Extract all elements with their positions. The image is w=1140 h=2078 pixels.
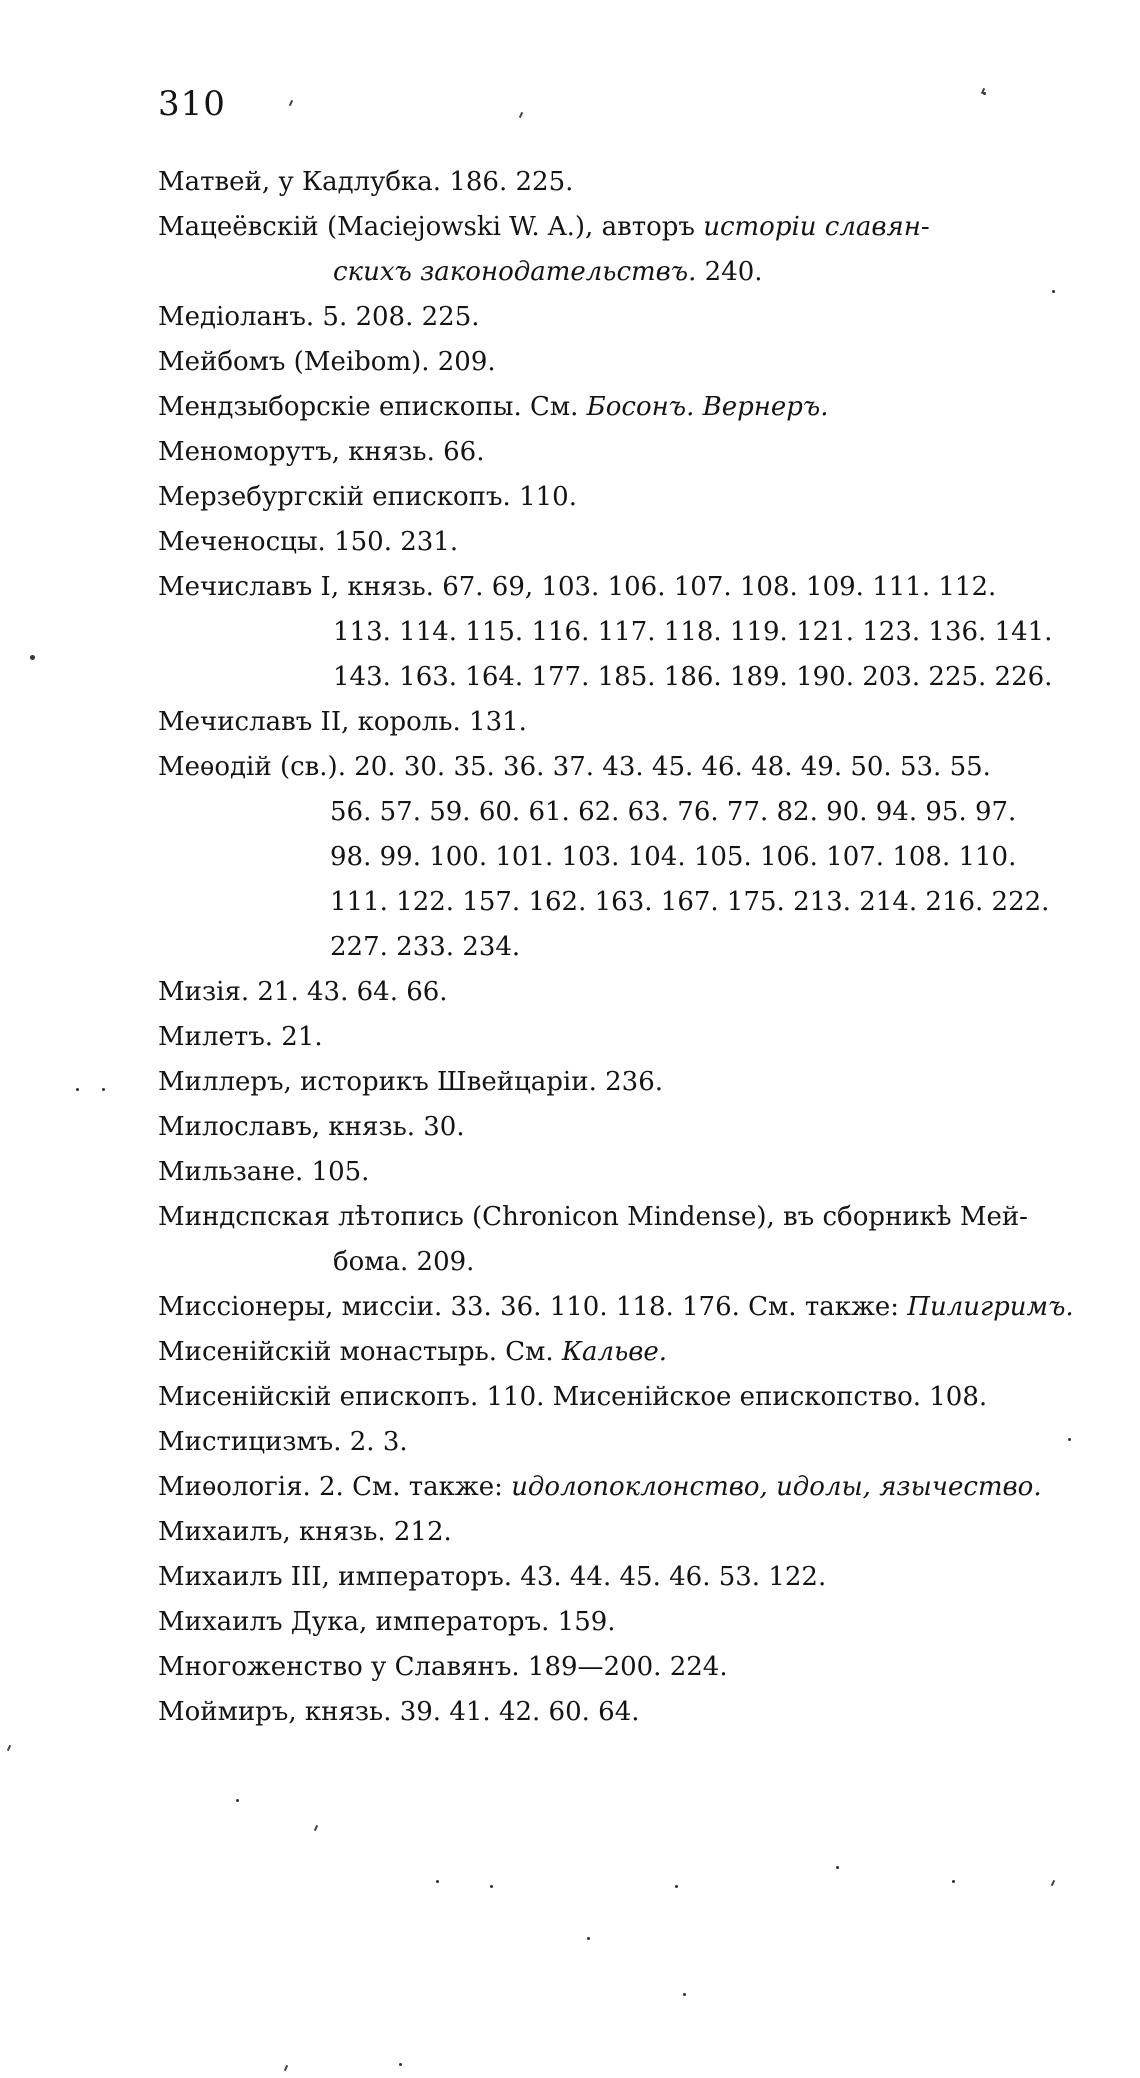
- index-entry-methodius-continuation: 111. 122. 157. 162. 163. 167. 175. 213. 214. 216. 222.: [330, 887, 1050, 917]
- entry-italic-reference: скихъ законодательствъ.: [333, 257, 697, 287]
- entry-italic-reference: Кальве.: [561, 1337, 668, 1367]
- entry-italic-reference: исторіи славян-: [703, 212, 930, 242]
- scan-mark: [7, 1745, 11, 1751]
- scan-mark: [1051, 1880, 1055, 1886]
- index-entry-matseyevsky-continuation: [158, 250, 1068, 295]
- index-entry-mieszko1-continuation: 113. 114. 115. 116. 117. 118. 119. 121. 123. 136. 141.: [333, 617, 1053, 647]
- scan-speck: [952, 1880, 955, 1883]
- index-entry-mendzybor: [158, 385, 1068, 430]
- scan-speck: [30, 655, 35, 660]
- scan-mark: [284, 2065, 288, 2071]
- scan-speck: [76, 1088, 79, 1091]
- index-entry-methodius-continuation: 98. 99. 100. 101. 103. 104. 105. 106. 107. 108. 110.: [330, 842, 1017, 872]
- index-entry-moimir: Моймиръ, князь. 39. 41. 42. 60. 64.: [158, 1697, 640, 1727]
- index-entry-mythology: [158, 1465, 1068, 1510]
- scan-mark: [289, 100, 293, 106]
- index-entry-matseyevsky: [158, 205, 1068, 250]
- index-entry-mediolan: Медіоланъ. 5. 208. 225.: [158, 302, 480, 332]
- entry-italic-reference: идолопоклонство, идолы, язычество.: [511, 1472, 1042, 1502]
- index-entry-mikhail-duka: Михаилъ Дука, императоръ. 159.: [158, 1607, 616, 1637]
- index-entry-meissen-bishop: Мисенійскій епископъ. 110. Мисенійское епископство. 108.: [158, 1382, 988, 1412]
- scan-speck: [102, 1088, 105, 1091]
- index-entry-miller: Миллеръ, историкъ Швейцаріи. 236.: [158, 1067, 663, 1097]
- index-entry-mikhail: Михаилъ, князь. 212.: [158, 1517, 452, 1547]
- scan-speck: [683, 1993, 686, 1996]
- index-entry-miloslav: Милославъ, князь. 30.: [158, 1112, 465, 1142]
- index-entry-mieszko2: Мечиславъ II, король. 131.: [158, 707, 527, 737]
- entry-text: 240.: [696, 257, 763, 287]
- entry-text: Миссіонеры, миссіи. 33. 36. 110. 118. 176. См. также:: [158, 1292, 908, 1322]
- scan-speck: [490, 1885, 493, 1888]
- scan-mark: [314, 1825, 318, 1831]
- scan-speck: [836, 1866, 839, 1869]
- scan-speck: [236, 1799, 239, 1802]
- index-entry-matvey: Матвей, у Кадлубка. 186. 225.: [158, 167, 574, 197]
- scan-speck: [983, 92, 986, 95]
- index-entry-mieszko1-continuation: 143. 163. 164. 177. 185. 186. 189. 190. 203. 225. 226.: [333, 662, 1053, 692]
- scan-mark: [519, 112, 523, 118]
- index-entry-missionaries: [158, 1285, 1074, 1330]
- index-entry-milzane: Мильзане. 105.: [158, 1157, 370, 1187]
- index-entry-methodius: Меѳодій (св.). 20. 30. 35. 36. 37. 43. 45. 46. 48. 49. 50. 53. 55.: [158, 752, 991, 782]
- index-entry-menomorut: Меноморутъ, князь. 66.: [158, 437, 485, 467]
- index-entry-mieszko1: Мечиславъ I, князь. 67. 69, 103. 106. 107. 108. 109. 111. 112.: [158, 572, 997, 602]
- index-entry-mysticism: Мистицизмъ. 2. 3.: [158, 1427, 408, 1457]
- scan-speck: [587, 1937, 590, 1940]
- scan-speck: [399, 2063, 402, 2066]
- entry-text: Мисенійскій монастырь. См.: [158, 1337, 562, 1367]
- entry-text: Мендзыборскіе епископы. См.: [158, 392, 587, 422]
- index-entry-methodius-continuation: 227. 233. 234.: [330, 932, 521, 962]
- index-entry-methodius-continuation: 56. 57. 59. 60. 61. 62. 63. 76. 77. 82. 90. 94. 95. 97.: [330, 797, 1017, 827]
- entry-italic-reference: Босонъ. Вернеръ.: [586, 392, 829, 422]
- index-entry-meissen-monastery: [158, 1330, 1068, 1375]
- scan-speck: [1052, 290, 1055, 293]
- index-entry-minden: Миндспская лѣтопись (Chronicon Mindense), въ сборникѣ Мей-: [158, 1202, 1028, 1232]
- entry-text: Миѳологія. 2. См. также:: [158, 1472, 512, 1502]
- scan-speck: [436, 1880, 439, 1883]
- index-entry-miletus: Милетъ. 21.: [158, 1022, 323, 1052]
- index-entry-merseburg: Мерзебургскій епископъ. 110.: [158, 482, 577, 512]
- page-number: 310: [158, 84, 226, 124]
- index-entry-polygamy: Многоженство у Славянъ. 189—200. 224.: [158, 1652, 728, 1682]
- entry-text: Мацеёвскій (Maciejowski W. A.), авторъ: [158, 212, 704, 242]
- scan-speck: [1068, 1438, 1071, 1441]
- entry-italic-reference: Пилигримъ.: [907, 1292, 1074, 1322]
- index-entry-meibom: Мейбомъ (Meibom). 209.: [158, 347, 496, 377]
- scan-speck: [675, 1885, 678, 1888]
- index-entry-mechenostsy: Меченосцы. 150. 231.: [158, 527, 459, 557]
- index-entry-mikhail3: Михаилъ III, императоръ. 43. 44. 45. 46. 53. 122.: [158, 1562, 827, 1592]
- index-entry-minden-continuation: бома. 209.: [333, 1247, 475, 1277]
- index-entry-mysia: Мизія. 21. 43. 64. 66.: [158, 977, 448, 1007]
- index-list: [158, 160, 1074, 1735]
